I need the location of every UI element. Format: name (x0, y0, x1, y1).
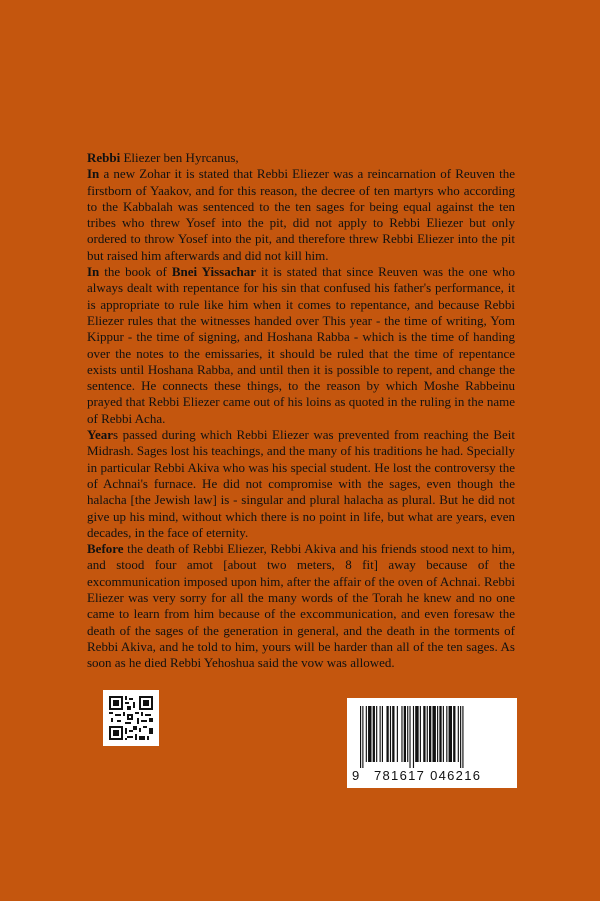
barcode-bar (432, 706, 435, 762)
paragraph-1-text: a new Zohar it is stated that Rebbi Eliezer was a reincarnation of Reuven the firstborn of Yaakov, and for this reason, the decree of ten martyrs who according to the Kabbalah was sentenced to the ten sages for being equal against the ten tribes who threw Yosef into the pit, did not apply to Rebbi Eliezer but only ordered to throw Yosef into the pit, and therefore threw Rebbi Eliezer into the pit but raised him afterwards and did not kill him. (87, 166, 515, 263)
barcode-bar (420, 706, 421, 762)
barcode-bar (443, 706, 444, 762)
barcode-bar (413, 706, 414, 768)
isbn-barcode (347, 698, 517, 788)
paragraph-2-book-title: Bnei Yissachar (171, 264, 257, 280)
barcode-bar (462, 706, 463, 768)
paragraph-4-text: the death of Rebbi Eliezer, Rebbi Akiva and his friends stood next to him, and stood four amot [about two meters, 8 fit] away because of the excommunication imposed upon him, after the affair of the oven of Achnai. Rebbi Eliezer was very sorry for all the many words of the Torah he knew and no one came to learn from him because of the excommunication, and even foresaw the death of the sages of the generation in general, and the death in the torments of Rebbi Akiva, and he told to him, yours will be harder than all of the ten sages. As soon as he died Rebbi Yehoshua said the vow was allowed. (87, 541, 515, 671)
barcode-bar (409, 706, 410, 768)
qr-code (103, 690, 159, 746)
paragraph-3-text: s passed during which Rebbi Eliezer was prevented from reaching the Beit Midrash. Sages lost his teachings, and the many of his traditions he had. Specially in particular Rebbi Akiva who was his special student. He lost the controversy the of Achnai's furnace. He did not compromise with the sages, even though the halacha [the Jewish law] is - singular and plural halacha as plural. But he did not give up his mind, without which there is no point in life, but what are years, even decades, in the face of eternity. (87, 427, 515, 540)
barcode-bar (382, 706, 383, 762)
paragraph-1 (87, 166, 515, 264)
barcode-bar (415, 706, 418, 762)
barcode-bar (423, 706, 425, 762)
heading-bold: Rebbi (87, 150, 121, 165)
paragraph-4 (87, 541, 515, 671)
barcode-bar (386, 706, 388, 762)
barcode-bar (458, 706, 459, 762)
barcode-first-digit: 9 (352, 768, 360, 783)
barcode-bar (460, 706, 461, 768)
barcode-bar (401, 706, 402, 762)
heading-line (87, 150, 515, 166)
barcode-bar (397, 706, 398, 762)
barcode-bar (368, 706, 371, 762)
barcode-bar (407, 706, 408, 762)
barcode-bar (453, 706, 455, 762)
barcode-bar (360, 706, 361, 768)
paragraph-3-lead: Year (87, 427, 113, 443)
paragraph-1-lead: In (87, 166, 100, 182)
barcode-bar (362, 706, 363, 768)
barcode-bar (429, 706, 431, 762)
paragraph-2 (87, 264, 515, 427)
barcode-bar (366, 706, 367, 762)
barcode-bar (373, 706, 375, 762)
barcode-bar (437, 706, 438, 762)
paragraph-2-lead: In (87, 264, 100, 280)
barcode-bar (449, 706, 452, 762)
barcode-bar (404, 706, 406, 762)
heading-rest: Eliezer ben Hyrcanus, (120, 150, 239, 165)
qr-code-icon (103, 690, 159, 746)
paragraph-3 (87, 427, 515, 541)
barcode-bar (376, 706, 377, 762)
barcode-bar (390, 706, 391, 762)
back-cover-text (87, 150, 515, 672)
barcode-digits: 781617 046216 (374, 768, 482, 783)
barcode-bar (446, 706, 447, 762)
barcode-bar (427, 706, 428, 762)
barcode-bar (380, 706, 381, 762)
paragraph-2-text: it is stated that since Reuven was the one who always dealt with repentance for his sin that confused his father's performance, it is appropriate to rule like him when it comes to repentance, and because Rebbi Eliezer rules that the witnesses handed over This year - the time of writing, Yom Kippur - the time of signing, and Hoshana Rabba - which is the time of handing over the notes to the emissaries, it should be ruled that the time of repentance exists until Hoshana Rabba, and until then it is possible to repent, and change the sentence. He connects these things, to the reason by which Moshe Rabbeinu prayed that Rebbi Eliezer came out of his loins as quoted in the ruling in the name of Rebbi Acha. (87, 264, 515, 426)
paragraph-2-mid: the book of (99, 264, 172, 280)
paragraph-4-lead: Before (87, 541, 124, 557)
barcode-bar (392, 706, 394, 762)
barcode-bar (439, 706, 441, 762)
